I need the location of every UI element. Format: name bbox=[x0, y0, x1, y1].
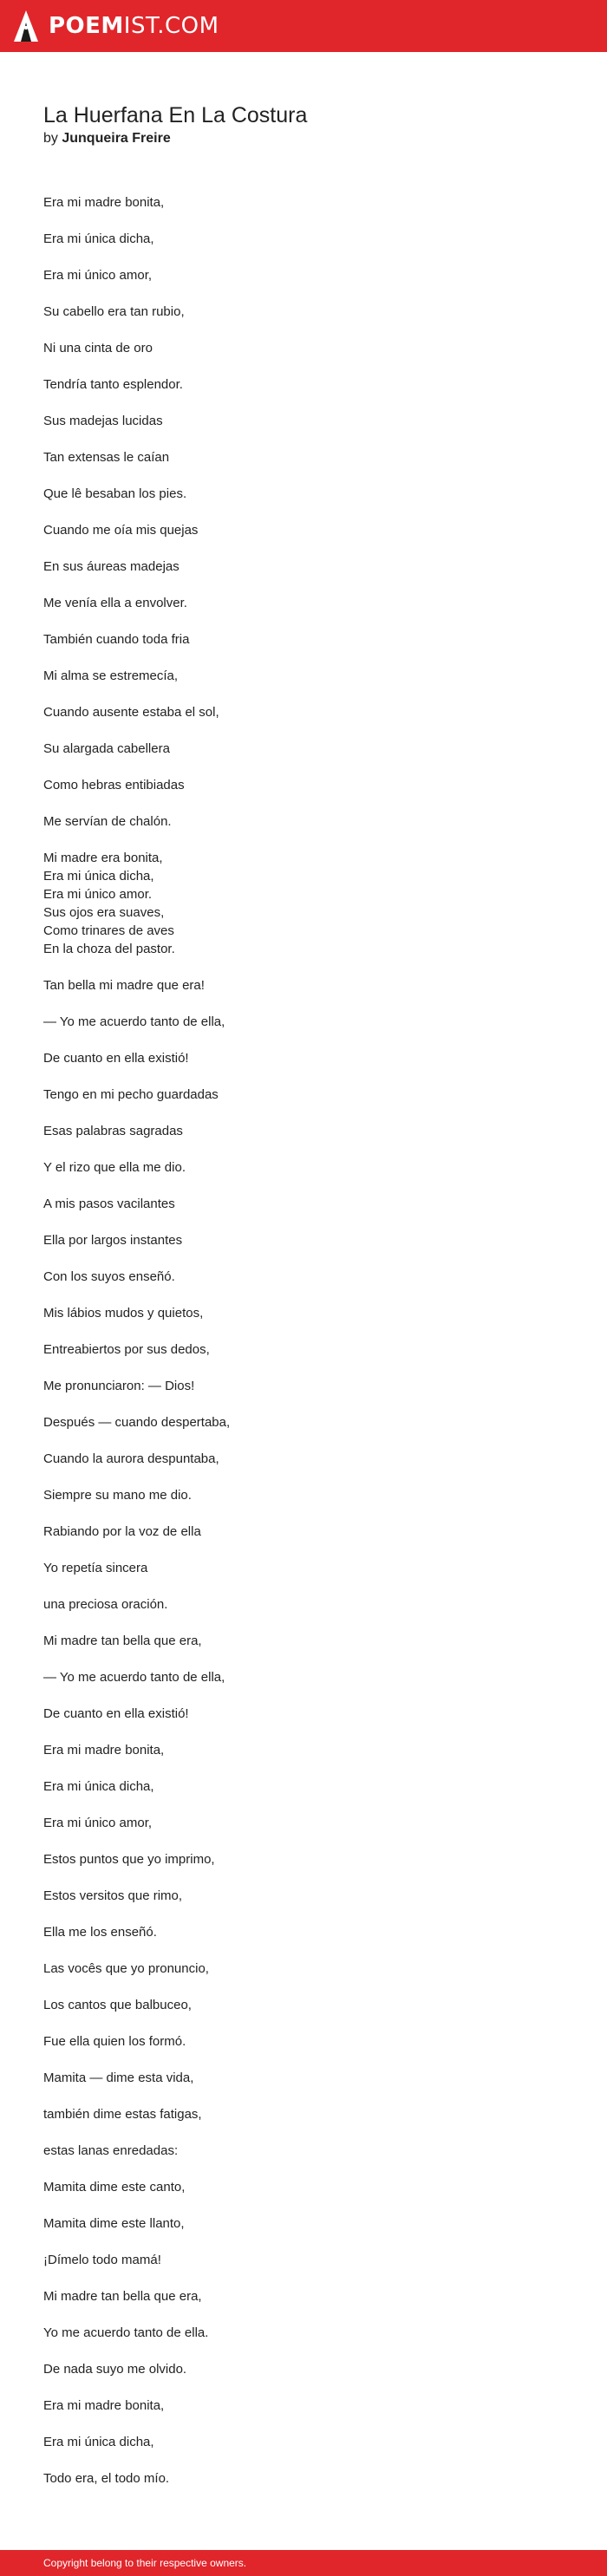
poem-stanza: Rabiando por la voz de ella bbox=[43, 1524, 201, 1539]
poem-stanza: Me servían de chalón. bbox=[43, 814, 172, 829]
poem-stanza: Me pronunciaron: — Dios! bbox=[43, 1379, 195, 1393]
poem-stanza: Era mi única dicha, bbox=[43, 2435, 154, 2449]
poem-stanza: Mamita dime este llanto, bbox=[43, 2216, 185, 2231]
poem-stanza: Era mi única dicha, bbox=[43, 1779, 154, 1794]
poem-stanza: Siempre su mano me dio. bbox=[43, 1488, 192, 1503]
poem-stanza: Todo era, el todo mío. bbox=[43, 2471, 170, 2486]
poem-stanza: Ni una cinta de oro bbox=[43, 341, 153, 355]
poem-stanza: Después — cuando despertaba, bbox=[43, 1415, 231, 1430]
poem-title: La Huerfana En La Costura bbox=[43, 103, 308, 127]
poem-stanza: Era mi madre bonita, bbox=[43, 2398, 165, 2413]
poem-stanza: Mamita dime este canto, bbox=[43, 2180, 186, 2194]
poem-stanza: Su cabello era tan rubio, bbox=[43, 304, 185, 319]
poem-stanza: Cuando la aurora despuntaba, bbox=[43, 1451, 219, 1466]
pen-nib-logo-icon bbox=[14, 10, 38, 42]
poem-stanza: Estos puntos que yo imprimo, bbox=[43, 1852, 215, 1867]
poem-stanza: — Yo me acuerdo tanto de ella, bbox=[43, 1670, 225, 1685]
poem-stanza: Era mi único amor, bbox=[43, 1816, 153, 1830]
poem-stanza: De cuanto en ella existió! bbox=[43, 1706, 189, 1721]
poem-stanza: Sus madejas lucidas bbox=[43, 414, 163, 428]
poem-stanza: Estos versitos que rimo, bbox=[43, 1888, 183, 1903]
poem-stanza: Yo me acuerdo tanto de ella. bbox=[43, 2325, 209, 2340]
site-logo-link[interactable] bbox=[14, 10, 219, 42]
poem-stanza: Las vocês que yo pronuncio, bbox=[43, 1961, 209, 1976]
poem-stanza: De nada suyo me olvido. bbox=[43, 2362, 187, 2377]
poem-stanza: estas lanas enredadas: bbox=[43, 2143, 179, 2158]
poem-stanza: Tan extensas le caían bbox=[43, 450, 170, 465]
poem-stanza: Su alargada cabellera bbox=[43, 741, 170, 756]
author-link[interactable]: Junqueira Freire bbox=[62, 131, 171, 146]
poem-article bbox=[43, 102, 564, 2506]
poem-stanza: Ella me los enseñó. bbox=[43, 1925, 157, 1940]
poem-stanza: Como hebras entibiadas bbox=[43, 778, 185, 792]
poem-stanza: Los cantos que balbuceo, bbox=[43, 1998, 192, 2012]
footer-copyright: Copyright belong to their respective owners. bbox=[43, 2557, 247, 2569]
poem-stanza: Mamita — dime esta vida, bbox=[43, 2071, 194, 2085]
poem-stanza: también dime estas fatigas, bbox=[43, 2107, 202, 2122]
poem-stanza: Era mi único amor, bbox=[43, 268, 153, 283]
logo-text-bold: POEM bbox=[49, 13, 124, 39]
poem-stanza: Me venía ella a envolver. bbox=[43, 596, 187, 610]
poem-body bbox=[43, 193, 564, 2488]
poem-stanza: También cuando toda fria bbox=[43, 632, 190, 647]
poem-stanza: Entreabiertos por sus dedos, bbox=[43, 1342, 210, 1357]
poem-stanza: Cuando ausente estaba el sol, bbox=[43, 705, 219, 720]
poem-stanza: Mi madre era bonita, Era mi única dicha, Era mi único amor. Sus ojos era suaves, Como trinares de aves En la choza del pastor. bbox=[43, 851, 175, 956]
poem-stanza: Mi madre tan bella que era, bbox=[43, 2289, 202, 2304]
poem-stanza: Que lê besaban los pies. bbox=[43, 486, 187, 501]
site-logo-text bbox=[49, 10, 219, 42]
poem-stanza: Tan bella mi madre que era! bbox=[43, 978, 205, 993]
by-label: by bbox=[43, 131, 58, 146]
poem-stanza: Y el rizo que ella me dio. bbox=[43, 1160, 186, 1175]
poem-stanza: Era mi madre bonita, bbox=[43, 1743, 165, 1758]
poem-stanza: Ella por largos instantes bbox=[43, 1233, 183, 1248]
poem-stanza: Esas palabras sagradas bbox=[43, 1124, 183, 1138]
poem-stanza: Fue ella quien los formó. bbox=[43, 2034, 186, 2049]
poem-stanza: — Yo me acuerdo tanto de ella, bbox=[43, 1014, 225, 1029]
poem-stanza: una preciosa oración. bbox=[43, 1597, 168, 1612]
poem-stanza: Cuando me oía mis quejas bbox=[43, 523, 199, 538]
site-footer bbox=[0, 2550, 607, 2576]
poem-stanza: A mis pasos vacilantes bbox=[43, 1197, 175, 1211]
poem-stanza: Mi madre tan bella que era, bbox=[43, 1634, 202, 1648]
poem-stanza: Era mi madre bonita, bbox=[43, 195, 165, 210]
poem-stanza: Mis lábios mudos y quietos, bbox=[43, 1306, 204, 1321]
poem-stanza: Tendría tanto esplendor. bbox=[43, 377, 183, 392]
poem-stanza: Yo repetía sincera bbox=[43, 1561, 148, 1575]
poem-byline bbox=[43, 130, 564, 147]
poem-stanza: Con los suyos enseñó. bbox=[43, 1269, 175, 1284]
poem-stanza: Mi alma se estremecía, bbox=[43, 668, 179, 683]
poem-stanza: Era mi única dicha, bbox=[43, 232, 154, 246]
poem-stanza: En sus áureas madejas bbox=[43, 559, 179, 574]
site-header bbox=[0, 0, 607, 52]
poem-stanza: De cuanto en ella existió! bbox=[43, 1051, 189, 1066]
logo-text-light: IST.COM bbox=[123, 13, 219, 39]
poem-stanza: Tengo en mi pecho guardadas bbox=[43, 1087, 219, 1102]
poem-stanza: ¡Dímelo todo mamá! bbox=[43, 2253, 161, 2267]
